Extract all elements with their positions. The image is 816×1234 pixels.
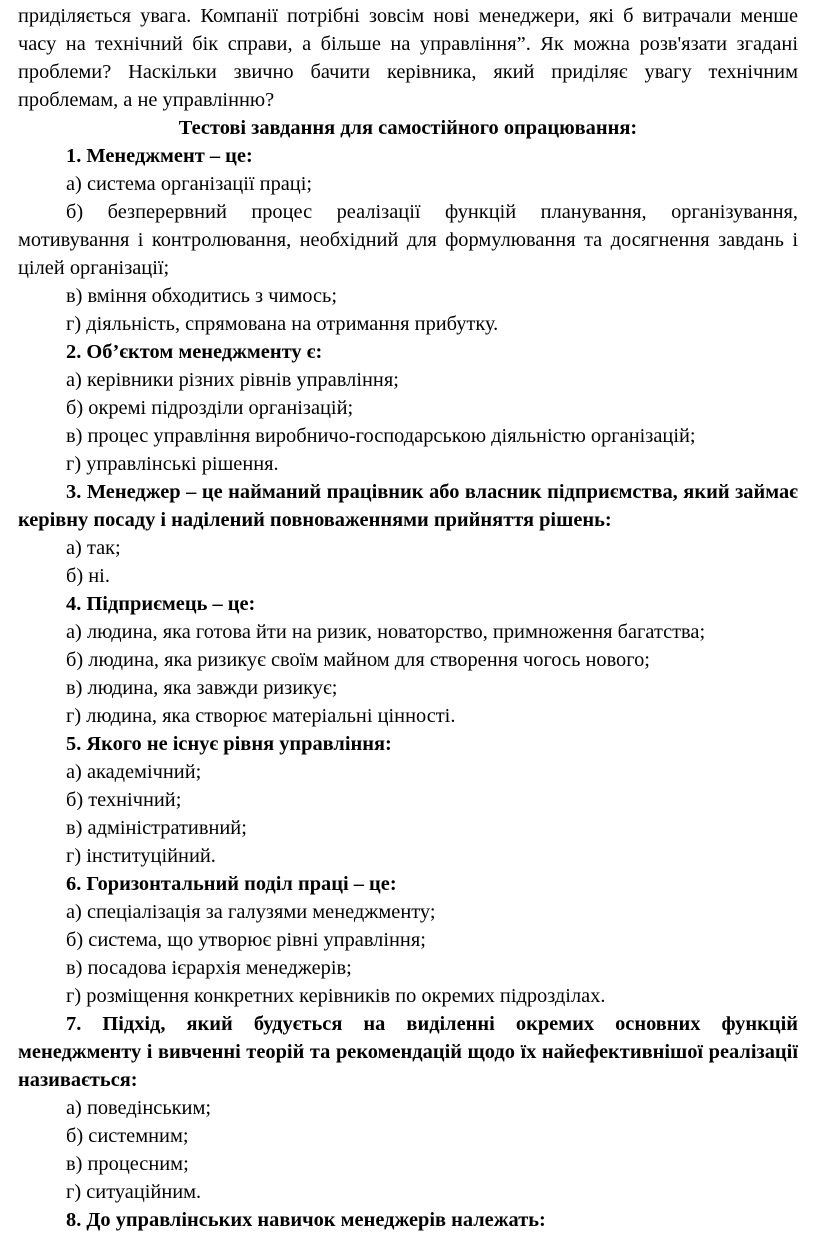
answer-option: а) спеціалізація за галузями менеджменту; — [66, 901, 436, 923]
answer-option: в) процесним; — [66, 1153, 189, 1175]
question-text: 3. Менеджер – це найманий працівник або власник підприємства, який займає керівну посаду і наділений повноваженнями прийняття рішень: — [18, 481, 798, 531]
answer-option: в) людина, яка завжди ризикує; — [66, 677, 338, 699]
answer-option: а) так; — [66, 537, 121, 559]
answer-option: б) людина, яка ризикує своїм майном для створення чогось нового; — [66, 649, 650, 671]
answer-option: а) система організації праці; — [66, 173, 313, 195]
question-text: 6. Горизонтальний поділ праці – це: — [66, 873, 397, 895]
answer-option: б) система, що утворює рівні управління; — [66, 929, 426, 951]
question-text: 4. Підприємець – це: — [66, 593, 256, 615]
answer-option: а) поведінським; — [66, 1097, 212, 1119]
question-text: 8. До управлінських навичок менеджерів належать: — [66, 1209, 546, 1231]
answer-option: а) керівники різних рівнів управління; — [66, 369, 399, 391]
answer-option: г) людина, яка створює матеріальні цінності. — [66, 705, 456, 727]
intro-paragraph: приділяється увага. Компанії потрібні зовсім нові менеджери, які б витрачали менше часу на технічний бік справи, а більше на управління”. Як можна розв'язати згадані проблеми? Наскільки звично бачити керівника, який приділяє увагу технічним проблемам, а не управлінню? — [18, 5, 798, 111]
answer-option: а) людина, яка готова йти на ризик, новаторство, примноження багатства; — [66, 621, 706, 643]
question-text: 2. Об’єктом менеджменту є: — [66, 341, 323, 363]
answer-option: г) розміщення конкретних керівників по окремих підрозділах. — [66, 985, 606, 1007]
answer-option: в) процес управління виробничо-господарською діяльністю організацій; — [66, 425, 696, 447]
answer-option: в) адміністративний; — [66, 817, 247, 839]
answer-option: б) безперервний процес реалізації функцій планування, організування, мотивування і контролювання, необхідний для формулювання та досягнення завдань і цілей організації; — [18, 201, 798, 279]
section-title: Тестові завдання для самостійного опрацювання: — [178, 117, 638, 139]
answer-option: б) технічний; — [66, 789, 182, 811]
question-text: 5. Якого не існує рівня управління: — [66, 733, 392, 755]
answer-option: г) діяльність, спрямована на отримання прибутку. — [66, 313, 499, 335]
question-8 — [18, 1206, 798, 1234]
answer-option: в) вміння обходитись з чимось; — [66, 285, 337, 307]
question-text: 7. Підхід, який будується на виділенні окремих основних функцій менеджменту і вивченні теорій та рекомендацій щодо їх найефективнішої реалізації називається: — [18, 1013, 798, 1091]
answer-option: б) ні. — [66, 565, 110, 587]
answer-option: б) окремі підрозділи організацій; — [66, 397, 354, 419]
answer-option: б) системним; — [66, 1125, 189, 1147]
question-5 — [18, 730, 798, 870]
question-1 — [18, 142, 798, 338]
answer-option: г) інституційний. — [66, 845, 216, 867]
answer-option: г) ситуаційним. — [66, 1181, 202, 1203]
answer-option: г) управлінські рішення. — [66, 453, 279, 475]
question-2 — [18, 338, 798, 478]
answer-option: в) посадова ієрархія менеджерів; — [66, 957, 352, 979]
question-3 — [18, 478, 798, 590]
question-4 — [18, 590, 798, 730]
question-text: 1. Менеджмент – це: — [66, 145, 253, 167]
answer-option: а) академічний; — [66, 761, 202, 783]
question-7 — [18, 1010, 798, 1206]
question-6 — [18, 870, 798, 1010]
